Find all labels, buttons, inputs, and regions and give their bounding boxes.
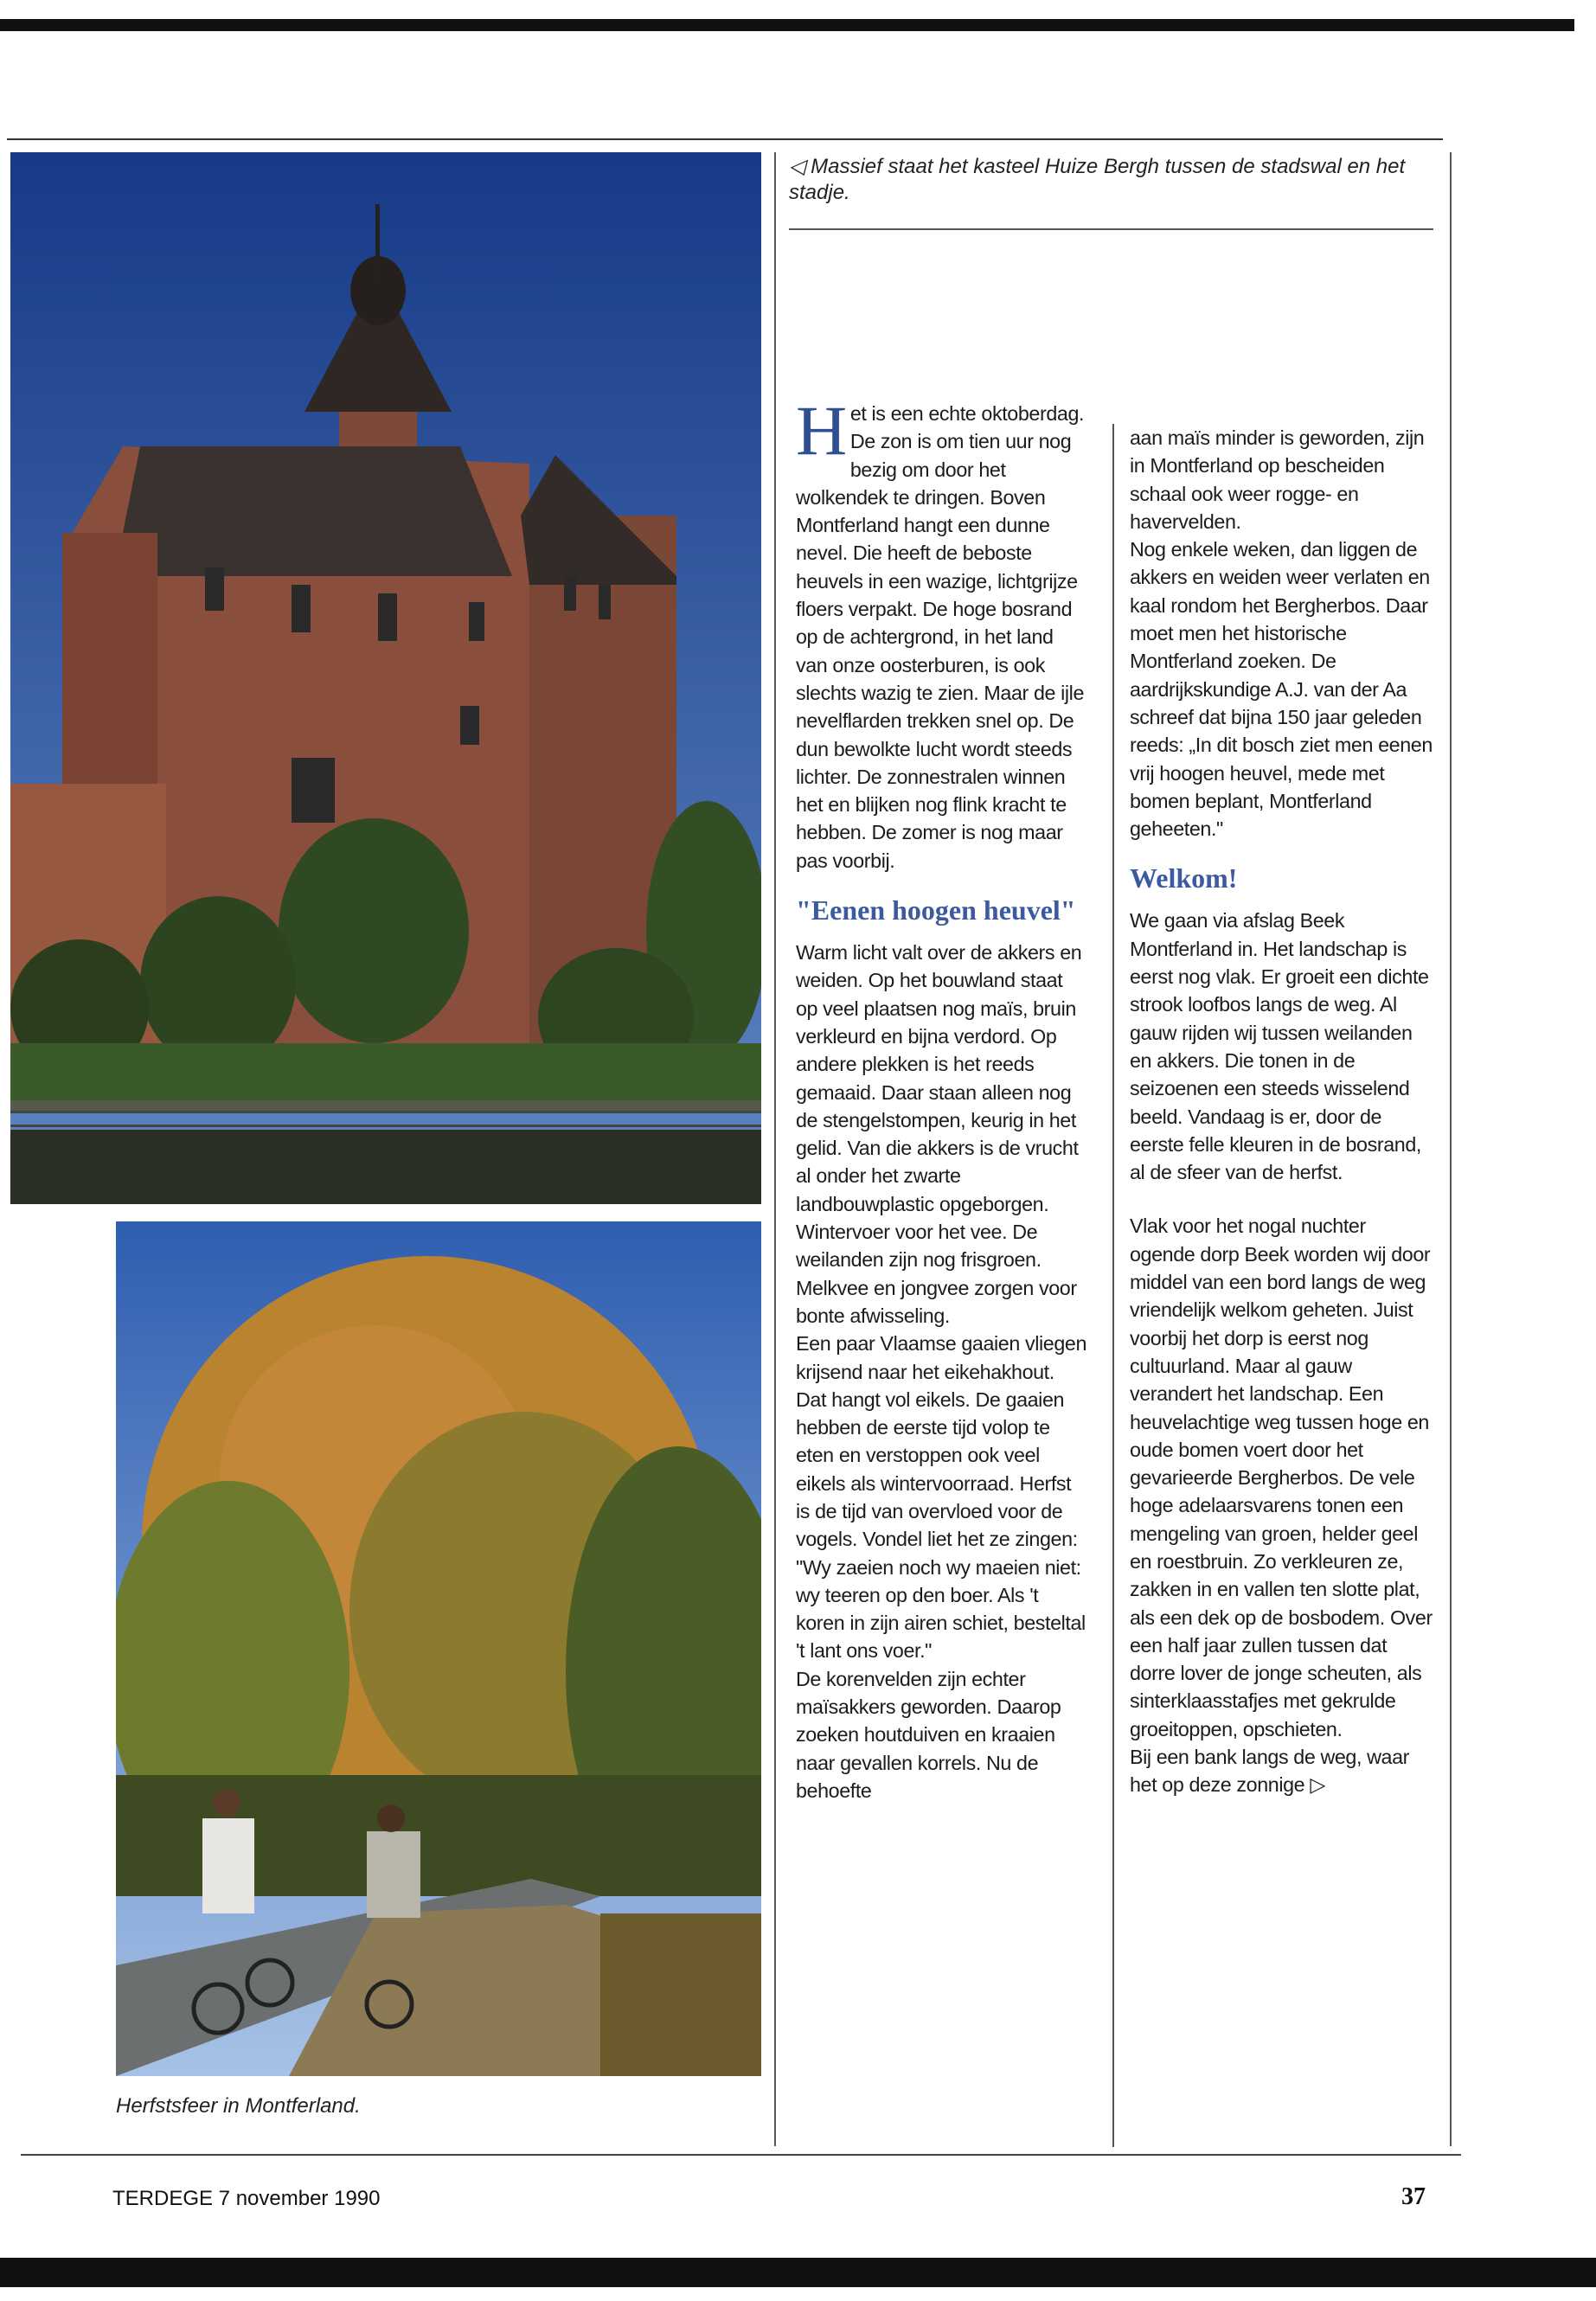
text-column-2 bbox=[1130, 424, 1433, 1799]
bottom-border-bar bbox=[0, 2258, 1596, 2287]
paragraph-bank: Bij een bank langs de weg, waar het op deze zonnige ▷ bbox=[1130, 1746, 1410, 1797]
caption-rule bbox=[789, 228, 1433, 230]
caption-bottom: Herfstsfeer in Montferland. bbox=[116, 2094, 361, 2118]
castle-illustration bbox=[10, 152, 761, 1204]
footer-rule bbox=[21, 2154, 1461, 2156]
paragraph-vlaamse-gaaien: Een paar Vlaamse gaaien vliegen krijsend naar het eikehakhout. Dat hangt vol eikels. De gaaien hebben de eerste tijd volop te eten en verstoppen ook veel eikels als wintervoorraad. Herfst is de tijd van overvloed voor de vogels. Vondel liet het ze zingen: "Wy zaeien noch wy maeien niet: wy teeren op den boer. Als 't koren in zijn airen schiet, besteltal 't lant ons voer." bbox=[796, 1332, 1086, 1663]
column-divider-middle bbox=[1112, 424, 1114, 2147]
autumn-photo bbox=[116, 1221, 761, 2076]
column-divider-right bbox=[1450, 152, 1452, 2146]
subheading-heuvel: "Eenen hoogen heuvel" bbox=[796, 894, 1076, 926]
paragraph-warm-licht: Warm licht valt over de akkers en weiden. Op het bouwland staat op veel plaatsen nog maïs, bruin verkleurd en bijna verdord. Op andere plekken is het reeds gemaaid. Daar staan alleen nog de stengelstompen, keurig in het gelid. Van die akkers is de vrucht al onder het zwarte landbouwplastic opgeborgen. Wintervoer voor het vee. De weilanden zijn nog frisgroen. Melkvee en jongvee zorgen voor bonte afwisseling. bbox=[796, 941, 1082, 1327]
paragraph-dorp-beek: Vlak voor het nogal nuchter ogende dorp Beek worden wij door middel van een bord langs de weg vriendelijk welkom geheten. Juist voorbij het dorp is eerst nog cultuurland. Maar al gauw verandert het landschap. Een heuvelachtige weg tussen hoge en oude bomen voert door het gevarieerde Bergherbos. De vele hoge adelaarsvarens tonen een mengeling van groen, helder geel en roestbruin. Zo verkleuren ze, zakken in en vallen ten slotte plat, als een dek op de bosbodem. Over een half jaar zullen tussen dat dorre lover de jonge scheuten, als sinterklaasstafjes met gekrulde groeitoppen, opschieten. bbox=[1130, 1215, 1433, 1740]
publication-footer: TERDEGE 7 november 1990 bbox=[112, 2187, 381, 2210]
autumn-illustration bbox=[116, 1221, 761, 2076]
paragraph-mais: aan maïs minder is geworden, zijn in Montferland op bescheiden schaal ook weer rogge- en havervelden. bbox=[1130, 426, 1425, 533]
caption-top: ◁ Massief staat het kasteel Huize Bergh tussen de stadswal en het stadje. bbox=[789, 155, 1406, 204]
top-rule bbox=[7, 138, 1443, 140]
intro-paragraph bbox=[796, 391, 1088, 875]
paragraph-afslag-beek: We gaan via afslag Beek Montferland in. Het landschap is eerst nog vlak. Er groeit een dichte strook loofbos langs de weg. Al gauw rijden wij tussen weilanden en akkers. Die tonen in de seizoenen een steeds wisselend beeld. Vandaag is er, door de eerste felle kleuren in de bosrand, al de sfeer van de herfst. bbox=[1130, 909, 1429, 1184]
text-column-1 bbox=[796, 391, 1088, 1804]
castle-photo bbox=[10, 152, 761, 1204]
page-number: 37 bbox=[1401, 2183, 1426, 2210]
column-divider-left bbox=[774, 152, 776, 2146]
top-border-bar bbox=[0, 19, 1574, 31]
paragraph-korenvelden: De korenvelden zijn echter maïsakkers geworden. Daarop zoeken houtduiven en kraaien naar gevallen korrels. Nu de behoefte bbox=[796, 1667, 1061, 1802]
intro-text: et is een echte oktoberdag. De zon is om tien uur nog bezig om door het wolkendek te dringen. Boven Montferland hangt een dunne nevel. Die heeft de beboste heuvels in een wazige, lichtgrijze floers verpakt. De hoge bosrand op de achtergrond, in het land van onze oosterburen, is ook slechts wazig te zien. Maar de ijle nevelflarden trekken snel op. De dun bewolkte lucht wordt steeds lichter. De zonnestralen winnen het en blijken nog flink kracht te hebben. De zomer is nog maar pas voorbij. bbox=[796, 402, 1085, 872]
paragraph-historisch: Nog enkele weken, dan liggen de akkers en weiden weer verlaten en kaal rondom het Bergherbos. Daar moet men het historische Montferland zoeken. De aardrijkskundige A.J. van der Aa schreef dat bijna 150 jaar geleden reeds: „In dit bosch ziet men eenen vrij hoogen heuvel, mede met bomen beplant, Montferland geheeten." bbox=[1130, 538, 1433, 841]
subheading-welkom: Welkom! bbox=[1130, 862, 1238, 894]
drop-cap: H bbox=[796, 391, 847, 470]
